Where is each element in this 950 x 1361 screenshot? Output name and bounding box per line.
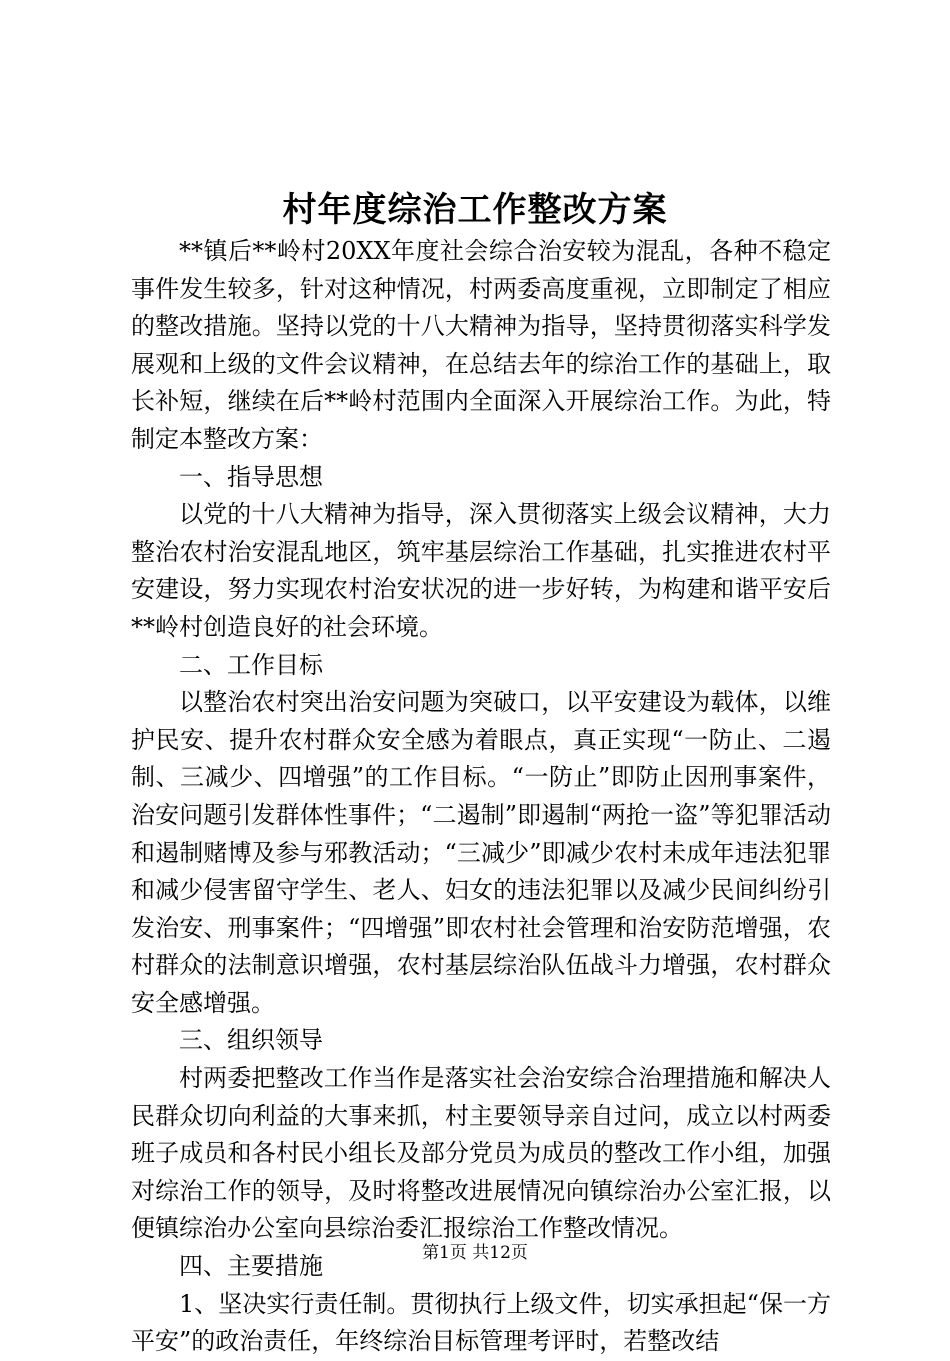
section-heading: 二、工作目标 — [179, 650, 323, 679]
document-title: 村年度综治工作整改方案 — [282, 190, 668, 230]
body-paragraph: 村两委把整改工作当作是落实社会治安综合治理措施和解决人民群众切向利益的大事来抓，村主要领导亲自过问，成立以村两委班子成员和各村民小组长及部分党员为成员的整改工作小组，加强对综治工作的领导，及时将整改进展情况向镇综治办公室汇报，以便镇综治办公室向县综治委汇报综治工作整改情况。 — [131, 1064, 831, 1243]
body-paragraph: 1、坚决实行责任制。贯彻执行上级文件，切实承担起“保一方平安”的政治责任，年终综治目标管理考评时，若整改结 — [131, 1289, 831, 1356]
section-heading: 三、组织领导 — [179, 1026, 323, 1055]
page-footer: 第1页 共12页 — [422, 1243, 528, 1263]
body-paragraph: 以整治农村突出治安问题为突破口，以平安建设为载体，以维护民安、提升农村群众安全感为着眼点，真正实现“一防止、二遏制、三减少、四增强”的工作目标。“一防止”即防止因刑事案件，治安问题引发群体性事件；“二遏制”即遏制“两抢一盗”等犯罪活动和遏制赌博及参与邪教活动；“三减少”即减少农村未成年违法犯罪和减少侵害留守学生、老人、妇女的违法犯罪以及减少民间纠纷引发治安、刑事案件；“四增强”即农村社会管理和治安防范增强，农村群众的法制意识增强，农村基层综治队伍战斗力增强，农村群众安全感增强。 — [131, 688, 831, 1017]
document-body — [131, 233, 831, 1361]
body-paragraph: 以党的十八大精神为指导，深入贯彻落实上级会议精神，大力整治农村治安混乱地区，筑牢基层综治工作基础，扎实推进农村平安建设，努力实现农村治安状况的进一步好转，为构建和谐平安后**岭村创造良好的社会环境。 — [131, 500, 831, 641]
section-heading: 一、指导思想 — [179, 462, 323, 491]
intro-paragraph: **镇后**岭村20XX年度社会综合治安较为混乱，各种不稳定事件发生较多，针对这种情况，村两委高度重视，立即制定了相应的整改措施。坚持以党的十八大精神为指导，坚持贯彻落实科学发展观和上级的文件会议精神，在总结去年的综治工作的基础上，取长补短，继续在后**岭村范围内全面深入开展综治工作。为此，特制定本整改方案： — [131, 237, 831, 453]
section-heading: 四、主要措施 — [179, 1252, 323, 1281]
